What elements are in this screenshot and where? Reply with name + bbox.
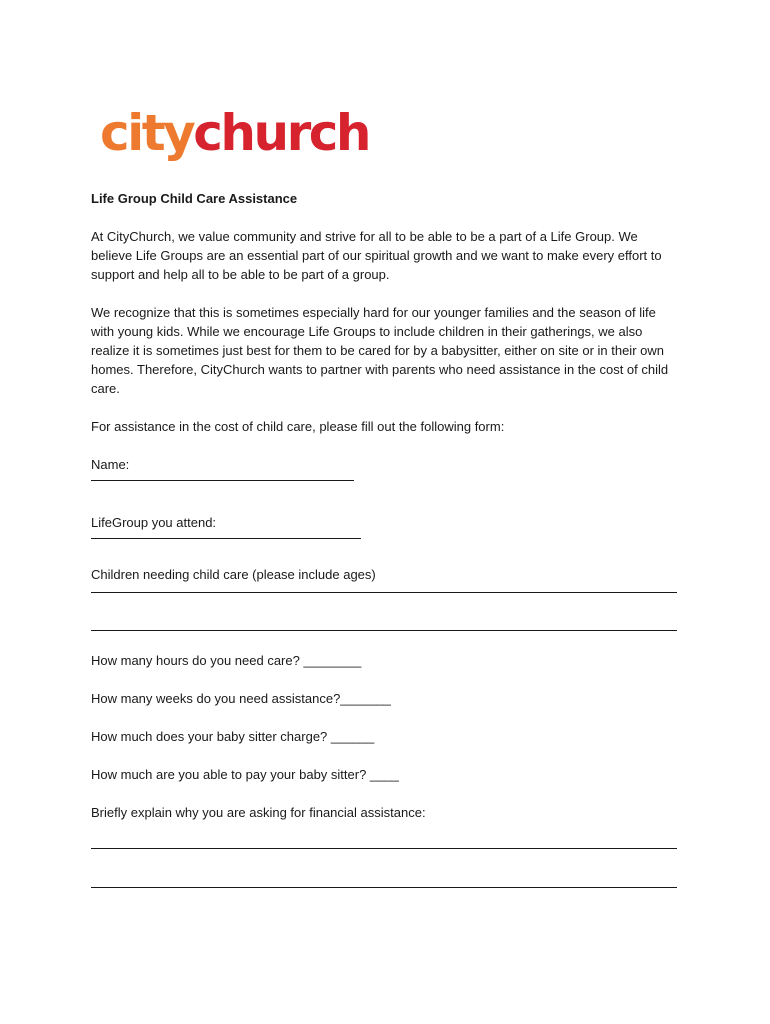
explain-label: Briefly explain why you are asking for financial assistance: — [91, 805, 426, 820]
logo-city-text: city — [100, 104, 194, 162]
document-body — [91, 189, 681, 888]
instructions-paragraph: For assistance in the cost of child care, please fill out the following form: — [91, 419, 505, 434]
pay-question[interactable]: How much are you able to pay your baby sitter? ____ — [91, 767, 399, 782]
lifegroup-label: LifeGroup you attend: — [91, 515, 217, 530]
logo-church-text: church — [193, 104, 370, 162]
weeks-question[interactable]: How many weeks do you need assistance?_______ — [91, 691, 391, 706]
name-label: Name: — [91, 457, 130, 472]
hours-question[interactable]: How many hours do you need care? ________ — [91, 653, 362, 668]
document-title: Life Group Child Care Assistance — [91, 191, 298, 206]
intro-paragraph: At CityChurch, we value community and strive for all to be able to be a part of a Life Group. We believe Life Groups are an essential part of our spiritual growth and we want to make every effort to support and help all to be able to be part of a group. — [91, 229, 662, 282]
citychurch-logo — [100, 104, 370, 162]
charge-question[interactable]: How much does your baby sitter charge? ______ — [91, 729, 375, 744]
children-label: Children needing child care (please include ages) — [91, 567, 376, 582]
explain-field-line-2[interactable] — [91, 887, 677, 888]
recognition-paragraph: We recognize that this is sometimes especially hard for our younger families and the season of life with young kids. While we encourage Life Groups to include children in their gatherings, we also realize it is sometimes just best for them to be cared for by a babysitter, either on site or in their own homes. Therefore, CityChurch wants to partner with parents who need assistance in the cost of child care. — [91, 305, 669, 396]
